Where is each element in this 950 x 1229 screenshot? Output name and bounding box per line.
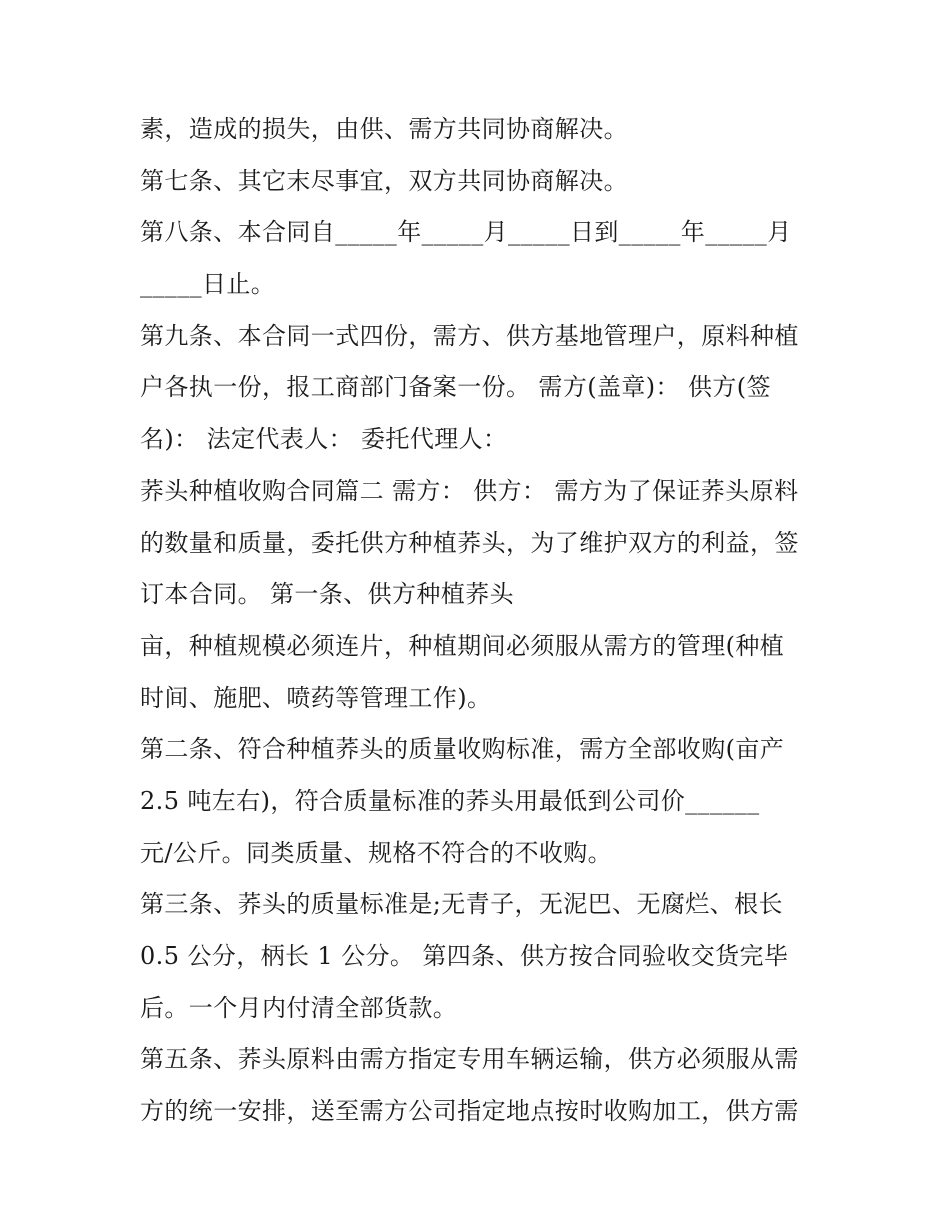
text-line: 素，造成的损失，由供、需方共同协商解决。 [140,115,628,143]
document-body [140,104,820,1138]
text-line: 第八条、本合同自_____年_____月_____日到_____年_____月 [140,218,792,247]
text-line: 时间、施肥、喷药等管理工作)。 [140,683,492,712]
text-line: 户各执一份，报工商部门备案一份。 需方(盖章)： 供方(签 [140,373,771,402]
text-line: 第二条、符合种植荞头的质量收购标准，需方全部收购(亩产 [140,735,785,764]
text-line: 方的统一安排，送至需方公司指定地点按时收购加工，供方需 [140,1097,799,1126]
text-line: 亩，种植规模必须连片，种植期间必须服从需方的管理(种植 [140,631,785,660]
text-line: 第五条、荞头原料由需方指定专用车辆运输，供方必须服从需 [140,1045,799,1074]
text-line: _____日止。 [140,270,276,299]
text-line: 第三条、荞头的质量标准是;无青子，无泥巴、无腐烂、根长 [140,890,783,919]
text-line: 名)： 法定代表人： 委托代理人： [140,425,508,454]
text-line: 2.5 吨左右)，符合质量标准的荞头用最低到公司价______ [140,786,760,815]
text-line: 元/公斤。同类质量、规格不符合的不收购。 [140,838,613,867]
text-line: 荞头种植收购合同篇二 需方： 供方： 需方为了保证荞头原料 [140,476,799,505]
text-line: 后。一个月内付清全部货款。 [140,993,458,1022]
text-line: 第七条、其它末尽事宜，双方共同协商解决。 [140,166,628,195]
text-line: 的数量和质量，委托供方种植荞头，为了维护双方的利益，签 [140,528,799,557]
text-line: 订本合同。 第一条、供方种植荞头 [140,580,515,609]
text-line: 第九条、本合同一式四份，需方、供方基地管理户，原料种植 [140,321,799,350]
text-line: 0.5 公分，柄长 1 公分。 第四条、供方按合同验收交货完毕 [140,942,789,970]
